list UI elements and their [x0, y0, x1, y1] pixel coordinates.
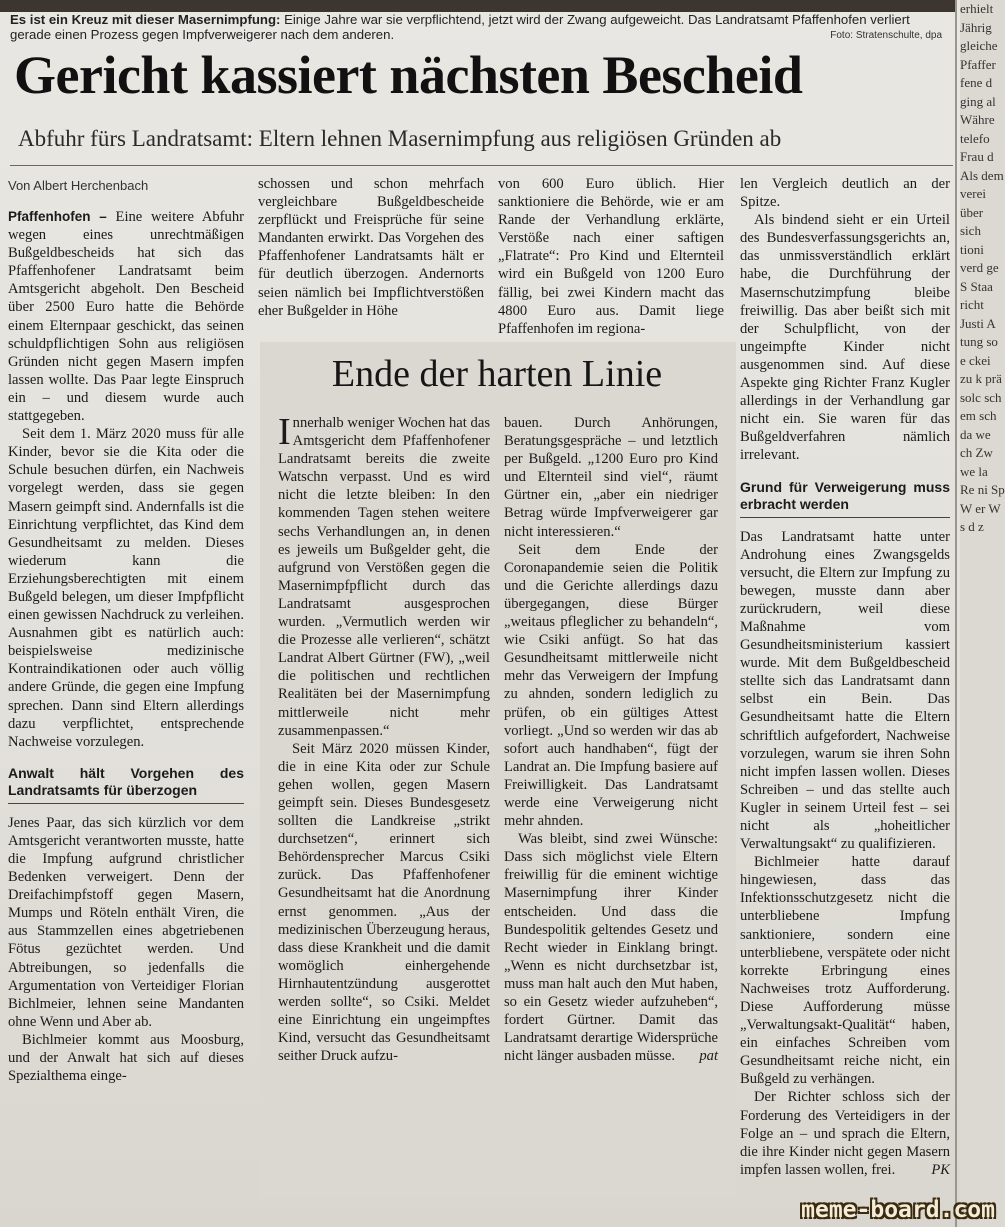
author-initials: pat — [699, 1048, 718, 1065]
paragraph: schossen und schon mehrfach vergleichbare Bußgeldbescheide zerpflückt und Freisprüche für seine Mandanten erwirkt. Das Vorgehen des Pfaffenhofener Landratsamts hält er für deutlich überzogen. Andernorts seien nämlich bei Impflichtverstößen eher Bußgelder in Höhe — [258, 176, 484, 319]
paragraph: Jenes Paar, das sich kürzlich vor dem Amtsgericht verantworten musste, hatte die Impfung aufgrund christlicher Bedenken verweigert. Denn der Dreifachimpfstoff gegen Masern, Mumps und Röteln enthält Viren, die aus Stammzellen eines abgetriebenen Fötus gezüchtet werden. Und Abtreibungen, so jedenfalls die Argumentation von Verteidiger Florian Bichlmeier, lehnen seine Mandanten ohne Wenn und Aber ab. — [8, 814, 244, 1030]
column-divider — [955, 0, 957, 1227]
paragraph — [504, 830, 718, 1065]
dateline: Pfaffenhofen – — [8, 209, 107, 224]
column-3-top — [498, 175, 724, 338]
paragraph-text: nnerhalb weniger Wochen hat das Amtsgericht dem Pfaffenhofener Landratsamt bereits die zweite Watschn verpasst. Und es wird nicht die letzte bleiben: In den kommenden Tagen stehen weitere sechs Verhandlungen an, in denen es jeweils um Bußgelder geht, die aufgrund von Verstößen gegen die Masernimpfpflicht durch das Landratsamt ausgesprochen wurden. „Vermutlich werden wir die Prozesse alle verlieren“, schätzt Landrat Albert Gürtner (FW), „weil die politischen und rechtlichen Realitäten bei der Masernimpfung mittlerweile nicht mehr zusammenpassen.“ — [278, 415, 490, 739]
paragraph: Das Landratsamt hatte unter Androhung eines Zwangsgelds versucht, die Eltern zur Impfung zu bewegen, musste dann aber zurückrudern, weil diese Maßnahme vom Gesundheitsministerium kassiert wurde. Mit dem Bußgeldbescheid stellte sich das Landratsamt dann selbst ein Bein. Das Gesundheitsamt hatte die Eltern schriftlich aufgefordert, Nachweise vorzulegen, warum sie ihren Sohn nicht impfen lassen wollen. Dieses Schreiben – und das stellte auch Kugler in seinem Urteil fest – sei nicht als „hoheitlicher Verwaltungsakt“ zu qualifizieren. — [740, 528, 950, 853]
column-4 — [740, 175, 950, 1179]
paragraph-text: Was bleibt, sind zwei Wünsche: Dass sich möglichst viele Eltern freiwillig für die eminent wichtige Masernimpfung ihrer Kinder entscheiden. Und dass die Bundespolitik geltendes Gesetz und Recht wieder in Einklang bringt. „Wenn es nicht durchsetzbar ist, muss man halt auch den Mut haben, so ein Gesetz wieder aufzuheben“, fordert Gürtner. Damit das Landratsamt derartige Widersprüche nicht länger ausbaden müsse. — [504, 831, 718, 1065]
paragraph — [740, 1088, 950, 1178]
headline-rule — [10, 165, 953, 166]
caption-lead: Es ist ein Kreuz mit dieser Masernimpfung: — [10, 12, 281, 27]
drop-cap: I — [278, 411, 291, 453]
paragraph: len Vergleich deutlich an der Spitze. — [740, 176, 950, 211]
paragraph — [8, 208, 244, 425]
paragraph: Seit dem 1. März 2020 muss für alle Kinder, bevor sie die Kita oder die Schule besuchen dürfen, ein Nachweis vorgelegt werden, dass sie gegen Masern geimpft sind. Andernfalls ist die Einrichtung verpflichtet, das Kind dem Gesundheitsamt zu melden. Dieses wiederum kann die Erziehungsberechtigten mit einem Bußgeld belegen, um dieser Impfpflicht einen gewissen Nachdruck zu verleihen. Ausnahmen gibt es natürlich auch: beispielsweise medizinische Kontraindikationen oder auch völlig andere Gründe, die gegen eine Impfung sprechen. Dann sind Eltern allerdings dazu verpflichtet, entsprechende Nachweise vorzulegen. — [8, 426, 244, 750]
caption-text: Einige Jahre war sie verpflichtend, jetzt wird der Zwang aufgeweicht. Das Landratsamt Pfaffenhofen verliert gerade einen Prozess gegen Impfverweigerer nach dem anderen. — [10, 12, 910, 42]
commentary-column-right — [504, 414, 718, 1065]
section-subtitle: Grund für Verweigerung muss erbracht werden — [740, 479, 950, 518]
column-2-top — [258, 175, 484, 320]
author-initials: PK — [931, 1161, 950, 1178]
paragraph: von 600 Euro üblich. Hier sanktioniere die Behörde, wie er am Rande der Verhandlung erklärte, Verstöße nach einer saftigen „Flatrate“: Pro Kind und Elternteil wird ein Bußgeld von 1200 Euro fällig, bei zwei Kindern macht das 4800 Euro aus. Damit liege Pfaffenhofen im regiona- — [498, 176, 724, 337]
photo-credit: Foto: Stratenschulte, dpa — [830, 30, 942, 41]
paragraph-text: Eine weitere Abfuhr wegen eines unrechtmäßigen Bußgeldbescheids hat sich das Pfaffenhofener Landratsamt beim Amtsgericht abgeholt. Den Bescheid über 2500 Euro hatte die Behörde einem Elternpaar geschickt, das seinen schuldpflichtigen Sohn aus religiösen Gründen nicht gegen Masern impfen lassen wollte. Das Paar legte Einspruch ein – und diesem wurde auch stattgegeben. — [8, 209, 244, 425]
paragraph: Seit März 2020 müssen Kinder, die in eine Kita oder zur Schule gehen wollen, gegen Masern geimpft sein. Dieses Bundesgesetz sollten die Landkreise „strikt durchsetzen“, erinnert sich Behördensprecher Marcus Csiki zurück. Das Pfaffenhofener Gesundheitsamt hat die Anordnung ernst genommen. „Aus der medizinischen Überzeugung heraus, dass diese Krankheit und die damit womöglich einhergehende Hirnhautentzündung ausgerottet werden sollte“, so Csiki. Meldet eine Einrichtung ein ungeimpftes Kind, versucht das Gesundheitsamt seither Druck aufzu- — [278, 740, 490, 1065]
photo-bottom-edge — [0, 0, 955, 12]
paragraph: Als bindend sieht er ein Urteil des Bundesverfassungsgerichts an, das unmissverständlich erklärt habe, die Durchführung der Masernschutzimpfung bleibe freiwillig. Das aber beißt sich mit der Schulpflicht, von der ungeimpfte Kinder nicht ausgenommen sind. Auf diese Aspekte ging Richter Franz Kugler allerdings in der Verhandlung gar nicht ein. Sie waren für das Bußgeldverfahren nämlich irrelevant. — [740, 212, 950, 464]
adjacent-article-fragment: erhielt Jährig gleiche Pfaffer fene d ging al Währe telefo Frau d Als dem verei über sich tioni verd ge S Staa richt Justi A tung so e ckei zu k prä solc sch em sch da we ch Zw we la Re ni Sp W er W s d z — [960, 0, 1005, 1227]
paragraph-text: Der Richter schloss sich der Forderung des Verteidigers in der Folge an – und sprach die Eltern, die ihre Kinder nicht gegen Masern impfen lassen wollen, frei. — [740, 1089, 950, 1178]
paragraph — [278, 411, 490, 740]
headline: Gericht kassiert nächsten Bescheid — [14, 45, 803, 105]
byline: Von Albert Herchenbach — [8, 178, 149, 193]
paragraph: Bichlmeier kommt aus Moosburg, und der Anwalt hat sich auf dieses Spezialthema einge- — [8, 1031, 244, 1085]
section-subtitle: Anwalt hält Vorgehen des Landratsamts für überzogen — [8, 765, 244, 804]
commentary-column-left — [278, 411, 490, 1065]
paragraph: bauen. Durch Anhörungen, Beratungsgespräche – und letztlich per Bußgeld. „1200 Euro pro Kind und Elternteil sind viel“, räumt Gürtner ein, „aber ein niedriger Betrag würde Impfverweigerer gar nicht interessieren.“ — [504, 415, 718, 540]
subheadline: Abfuhr fürs Landratsamt: Eltern lehnen Masernimpfung aus religiösen Gründen ab — [18, 126, 782, 151]
photo-caption — [10, 12, 950, 42]
column-1 — [8, 170, 244, 1085]
paragraph: Seit dem Ende der Coronapandemie seien die Politik und die Gerichte allerdings dazu übergegangen, diese Bürger „weitaus pfleglicher zu behandeln“, wie Csiki anfügt. So hat das Gesundheitsamt mittlerweile nicht mehr das Verweigern der Impfung zu ahnden, sondern lediglich zu prüfen, ob ein gültiges Attest vorliegt. „Und so werden wir das ab sofort auch handhaben“, fügt der Landrat an. Die Impfung basiere auf Freiwilligkeit. Das Landratsamt werde eine Verweigerung nicht mehr ahnden. — [504, 541, 718, 830]
paragraph: Bichlmeier hatte darauf hingewiesen, dass das Infektionsschutzgesetz nicht die unterbliebene Impfung sanktioniere, sondern eine unterbliebene, verspätete oder nicht korrekte Erbringung eines Nachweises trotz Aufforderung. Diese Aufforderung müsse „Verwaltungsakt-Qualität“ haben, ein einfaches Schreiben vom Gesundheitsamt reiche nicht, ein Bußgeld zu verhängen. — [740, 854, 950, 1088]
watermark: meme-board.com — [801, 1197, 995, 1223]
commentary-title: Ende der harten Linie — [331, 353, 663, 395]
